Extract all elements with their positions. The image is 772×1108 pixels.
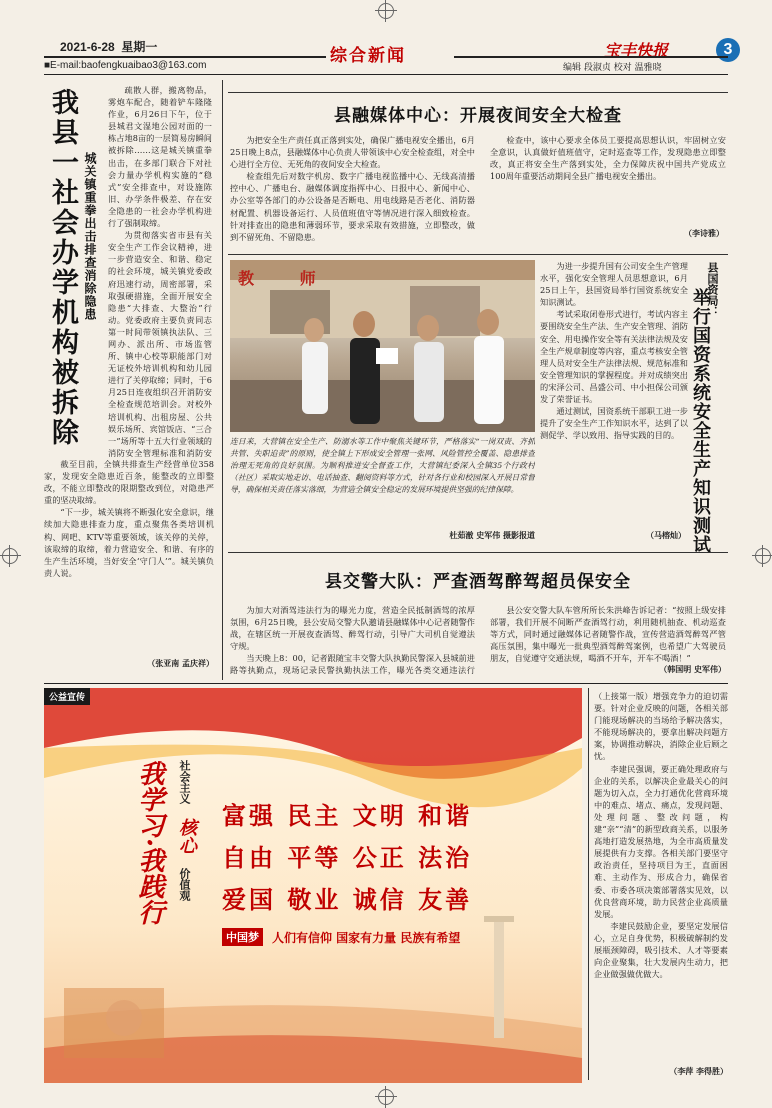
article5-paragraph: 李建民鼓励企业，要坚定发展信心，立足自身优势，积极破解制约发展瓶颈障碍，吸引技术、人才等要素向企业聚集，壮大发展内生动力，把企业做强做优做大。: [594, 920, 728, 980]
article4-body-left: [230, 604, 475, 676]
issue-date: [60, 38, 157, 55]
article1-paragraph: 为贯彻落实省市县有关安全生产工作会议精神，进一步营造安全、和谐、稳定的社会环境，城关镇党委政府迅速行动，周密部署，采取强硬措施，全面开展安全隐患“大排查、大整治”行动。党委政府主要负责同志第一时间带领镇执法队、三网办、派出所、市场监管所、镇中心校等职能部门对无证校外培训机构和幼儿园进行了关停取缔；同时，于6月25日连夜组织召开消防安全检查规范培训会。对校外培训机构、出租房屋、公共娱乐场所、宾馆饭店、“三合一”场所等十五大行业领域的消防安全管理标准和消防安: [108, 230, 212, 458]
article5-body: [594, 690, 728, 1070]
ad-label: 公益宣传: [44, 688, 90, 705]
registration-mark: [755, 548, 771, 564]
column-divider: [588, 688, 589, 1080]
article4-paragraph: 为加大对酒驾违法行为的曝光力度，营造全民抵制酒驾的浓厚氛围，6月25日晚，县公安局交警大队邀请县融媒体中心记者随警作战，在辖区统一开展夜查酒驾、醉驾行动，引导广大司机自觉遵法守规。: [230, 605, 475, 652]
section-rule: [44, 683, 728, 684]
wall-sign-text: 教 师: [238, 269, 336, 288]
registration-mark: [378, 3, 394, 19]
photo-credit: 杜茹澈 史军伟 摄影报道: [449, 530, 535, 540]
article1-body-top: [108, 84, 212, 459]
article4-body-right: [490, 604, 726, 664]
article3-kicker: 县国资局：: [706, 262, 719, 317]
section-title: 综合新闻: [330, 46, 406, 66]
masthead-rule: [44, 56, 326, 58]
editor-credits: 编辑 段淑贞 校对 温雅晓: [563, 63, 662, 73]
article2-paragraph: 为把安全生产责任真正落到实处，确保广播电视安全播出，6月25日晚上8点，县融媒体中心负责人带领该中心安全检查组，对全中心进行全方位、无死角的夜间安全大检查。: [230, 135, 475, 170]
article1-body-bottom: [44, 458, 214, 654]
ad-motto: 人们有信仰 国家有力量 民族有希望: [272, 931, 461, 945]
article1-paragraph: “下一步，城关镇将不断强化安全意识，继续加大隐患排查力度，重点聚焦各类培训机构、网吧、KTV等重要领域，该关停的关停，该取缔的取缔，着力营造安全、和谐、有序的生产生活环境，当好安全‘守门人’”。城关镇负责人说。: [44, 507, 214, 578]
article2-paragraph: 检查组先后对数字机房、数字广播电视监播中心、无线高清播控中心、广播电台、融媒体调度指挥中心、日报中心、新闻中心、办公室等各部门的办公设备是否断电、用电线路是否老化、消防器材配置、机器设备运行、人员值班值守等情况进行深入细致检查。针对排查出的隐患和薄弱环节，要求采取有效措施，立即整改，做到不留死角、不留隐患。: [230, 171, 475, 242]
masthead-rule: [454, 56, 728, 58]
ad-slogan-row: 富强 民主 文明 和谐: [222, 802, 473, 830]
news-photo: [230, 260, 535, 432]
email-line: ■E-mail:baofengkuaibao3@163.com: [44, 60, 207, 71]
article3-body: [540, 260, 688, 542]
ad-core-label-bottom: 价值观: [178, 868, 191, 901]
article3-title: 举行国资系统安全生产知识测试: [690, 288, 711, 554]
article3-paragraph: 通过测试，国资系统干部职工进一步提升了安全生产工作知识水平，达到了以测促学、学以致用、指导实践的目的。: [540, 406, 688, 441]
date-text: 2021-6-28: [60, 40, 115, 54]
column-divider: [222, 80, 223, 680]
headline-rule: [228, 92, 728, 93]
article1-paragraph: 截至目前，全镇共排查生产经营单位358家，发现安全隐患近百条，能整改的立即整改，不能立即整改的限期整改到位，对隐患严重的坚决取缔。: [44, 459, 214, 506]
china-dream-badge: 中国梦: [222, 928, 263, 946]
ad-core-label-mid: 核心: [176, 818, 197, 854]
ad-core-label-top: 社会主义: [178, 760, 191, 804]
page-number-badge: 3: [716, 38, 740, 62]
article3-paragraph: 考试采取闭卷形式进行，考试内容主要围绕安全生产法、生产安全管理、消防安全、用电操作安全等有关法律法规及安全生产规章制度等内容，重点考核安全管理人员对安全生产法律法规、规范标准和安全管理知识的掌握程度。并对成绩突出的宋泽公司、昌盛公司、中小担保公司颁发了荣誉证书。: [540, 309, 688, 405]
article2-title: 县融媒体中心：开展夜间安全大检查: [334, 106, 622, 126]
ad-slogan-row: 爱国 敬业 诚信 友善: [222, 886, 473, 914]
article4-byline: （韩国明 史军伟）: [659, 664, 726, 674]
section-rule: [228, 254, 728, 255]
article5-paragraph: （上接第一版）增强竞争力的迫切需要。针对企业反映的问题，各相关部门能现场解决的当场给予解决落实，不能现场解决的，要拿出解决问题方案，协调推动解决，消除企业后顾之忧。: [594, 691, 728, 762]
article1-title: 我县一社会办学机构被拆除: [47, 88, 78, 448]
paper-logo: 宝丰快报: [604, 41, 669, 60]
registration-mark: [2, 548, 18, 564]
article2-body-left: [230, 134, 475, 254]
ad-slogan-row: 自由 平等 公正 法治: [222, 844, 473, 872]
article5-paragraph: 李建民强调，要正确处理政府与企业的关系，以解决企业最关心的问题为切入点，全力打通优化营商环境中的难点、堵点、痛点，发现问题、处理问题、整改问题，构建“亲”“清”的新型政商关系，以服务高地打造发展热地，为全市高质量发展提供有力支撑。各相关部门要坚守政治责任，坚持项目为王，直面困难、主动作为、形成合力，确保省委、市委各项决策部署落实见效，以优良营商环境，助力民营企业高质量发展。: [594, 763, 728, 919]
article3-byline: （马榕灿）: [600, 530, 686, 541]
article1-paragraph: 疏散人群，搬离物品，雾炮车配合，随着铲车隆隆作业，6月26日下午，位于县城君文湿地公园对面的一栋占地8亩的一层简易房瞬间被拆除……这是城关镇重拳出击，在多部门联合下对社会力量办学机构实施的“稳式”安全排查中，对设施陈旧、办学条件极差、存在安全隐患的一社会办学机构进行了强制取缔。: [108, 85, 212, 229]
article4-paragraph: 县公安交警大队车管所所长朱洪峰告诉记者：“按照上级安排部署，我们开展不间断严查酒驾行动，利用随机抽查、机动巡查等方式，同时通过融媒体记者随警作战，宣传营造酒驾醉驾严管高压氛围，集中曝光一批典型酒驾醉驾案例，也希望广大驾驶员朋友，自觉遵守交通法规，喝酒不开车，开车不喝酒！”: [490, 605, 726, 664]
section-rule: [228, 552, 728, 553]
weekday-text: 星期一: [121, 40, 158, 54]
article5-byline: （李萍 李得胜）: [594, 1066, 728, 1077]
registration-mark: [378, 1089, 394, 1105]
masthead-rule: [44, 74, 728, 75]
public-service-ad: [44, 688, 582, 1083]
article1-byline: （张亚南 孟庆祥）: [147, 658, 214, 668]
photo-caption: 连日来，大营镇在安全生产、防溺水等工作中聚焦关键环节，严格落实“一岗双责、齐抓共管、失职追责”的原则，使全镇上下形成安全管理一张网、风险管控全覆盖、隐患排查治理无死角的良好氛围。为顺利推进安全督查工作，大营镇纪委深入全镇35个行政村（社区）采取实地走访、电话抽查、翻阅资料等方式，针对各行业和校园深入开展日常督导，确保相关责任落实落细，为营造全镇安全稳定的发展环境提供坚强的纪律保障。: [230, 437, 535, 494]
article4-title: 县交警大队：严查酒驾醉驾超员保安全: [325, 572, 631, 592]
ad-calligraphy: 我学习·我践行: [134, 760, 164, 926]
article2-paragraph: 检查中，该中心要求全体员工要提高思想认识，牢固树立安全意识，认真做好值班值守，定时巡查等工作，发现隐患立即整改，真正将安全生产落到实处，全力保障庆祝中国共产党成立100周年重要活动期间全县广播电视安全播出。: [490, 135, 726, 182]
article4-paragraph: 当天晚上8：00，记者跟随宝丰交警大队执勤民警深入县城前进路等执勤点，现场记录民警执勤执法工作，曝光各类交通违法行: [230, 653, 475, 676]
article3-paragraph: 为进一步提升国有公司安全生产管理水平，强化安全管理人员思想意识，6月25日上午，县国资局举行国资系统安全知识测试。: [540, 261, 688, 308]
article2-byline: （李诗雅）: [600, 228, 724, 239]
article1-subtitle: 城关镇重拳出击排查消除隐患: [83, 152, 97, 321]
